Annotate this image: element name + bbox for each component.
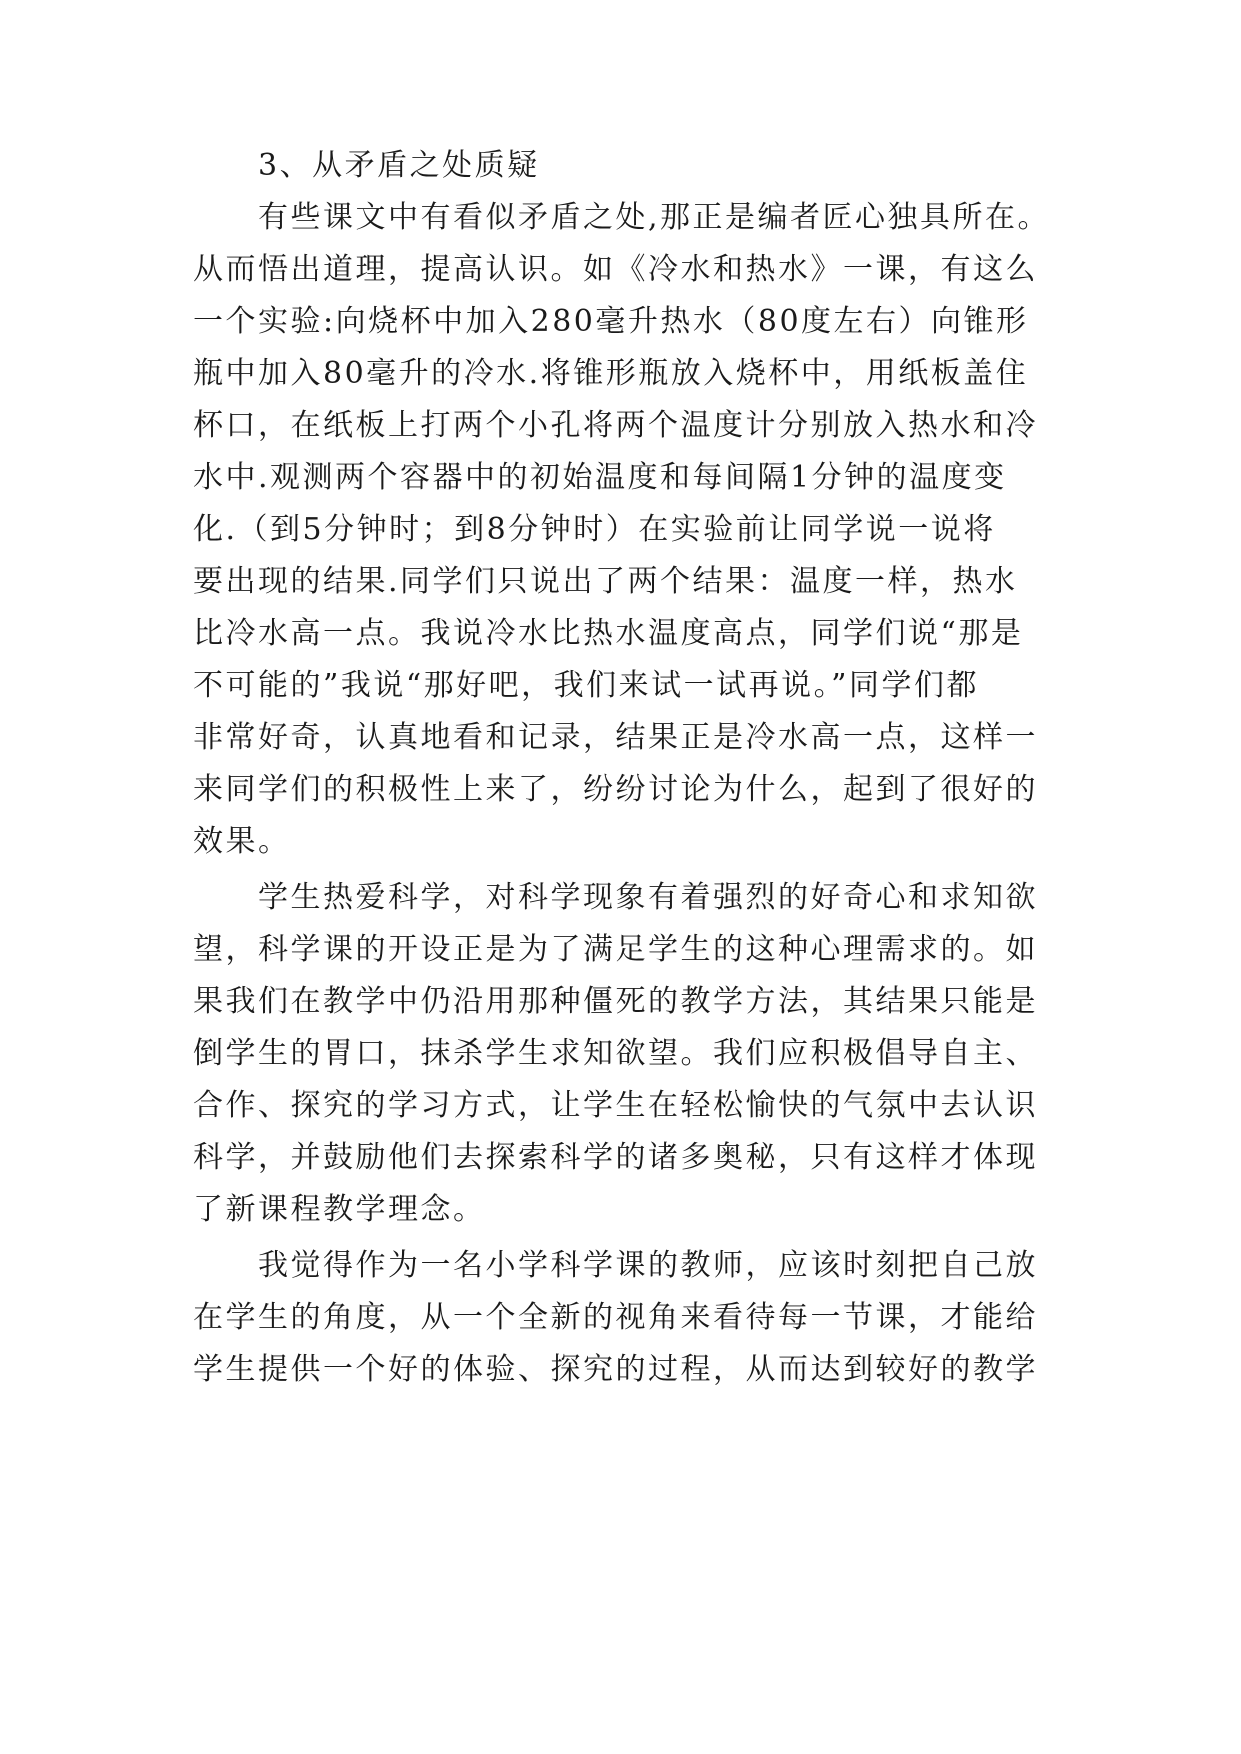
text-line: 效果。 (193, 824, 291, 859)
text-line: 非常好奇，认真地看和记录，结果正是冷水高一点，这样一 (193, 720, 1038, 755)
section-heading: 3、从矛盾之处质疑 (193, 148, 540, 183)
text-line: 倒学生的胃口，抹杀学生求知欲望。我们应积极倡导自主、 (193, 1036, 1038, 1071)
text-line: 比冷水高一点。我说冷水比热水温度高点，同学们说“那是 (193, 616, 1024, 651)
text-line: 水中.观测两个容器中的初始温度和每间隔1分钟的温度变 (193, 460, 1007, 495)
text-line: 不可能的”我说“那好吧，我们来试一试再说。”同学们都 (193, 668, 980, 703)
text-line: 学生提供一个好的体验、探究的过程，从而达到较好的教学 (193, 1352, 1038, 1387)
text-line: 化.（到5分钟时；到8分钟时）在实验前让同学说一说将 (193, 512, 996, 547)
text-line: 一个实验:向烧杯中加入280毫升热水（80度左右）向锥形 (193, 304, 1029, 339)
text-line: 我觉得作为一名小学科学课的教师，应该时刻把自己放 (193, 1248, 1038, 1283)
text-line: 学生热爱科学，对科学现象有着强烈的好奇心和求知欲 (193, 880, 1038, 915)
text-line: 杯口，在纸板上打两个小孔将两个温度计分别放入热水和冷 (193, 408, 1038, 443)
text-line: 从而悟出道理，提高认识。如《冷水和热水》一课，有这么 (193, 252, 1038, 287)
text-line: 望，科学课的开设正是为了满足学生的这种心理需求的。如 (193, 932, 1038, 967)
text-line: 果我们在教学中仍沿用那种僵死的教学方法，其结果只能是 (193, 984, 1038, 1019)
text-line: 要出现的结果.同学们只说出了两个结果：温度一样，热水 (193, 564, 1018, 599)
text-line: 合作、探究的学习方式，让学生在轻松愉快的气氛中去认识 (193, 1088, 1038, 1123)
text-line: 了新课程教学理念。 (193, 1192, 486, 1227)
text-line: 科学，并鼓励他们去探索科学的诸多奥秘，只有这样才体现 (193, 1140, 1038, 1175)
text-line: 在学生的角度，从一个全新的视角来看待每一节课，才能给 (193, 1300, 1038, 1335)
text-line: 有些课文中有看似矛盾之处,那正是编者匠心独具所在。 (193, 200, 1051, 235)
text-line: 瓶中加入80毫升的冷水.将锥形瓶放入烧杯中，用纸板盖住 (193, 356, 1029, 391)
text-line: 来同学们的积极性上来了，纷纷讨论为什么，起到了很好的 (193, 772, 1038, 807)
